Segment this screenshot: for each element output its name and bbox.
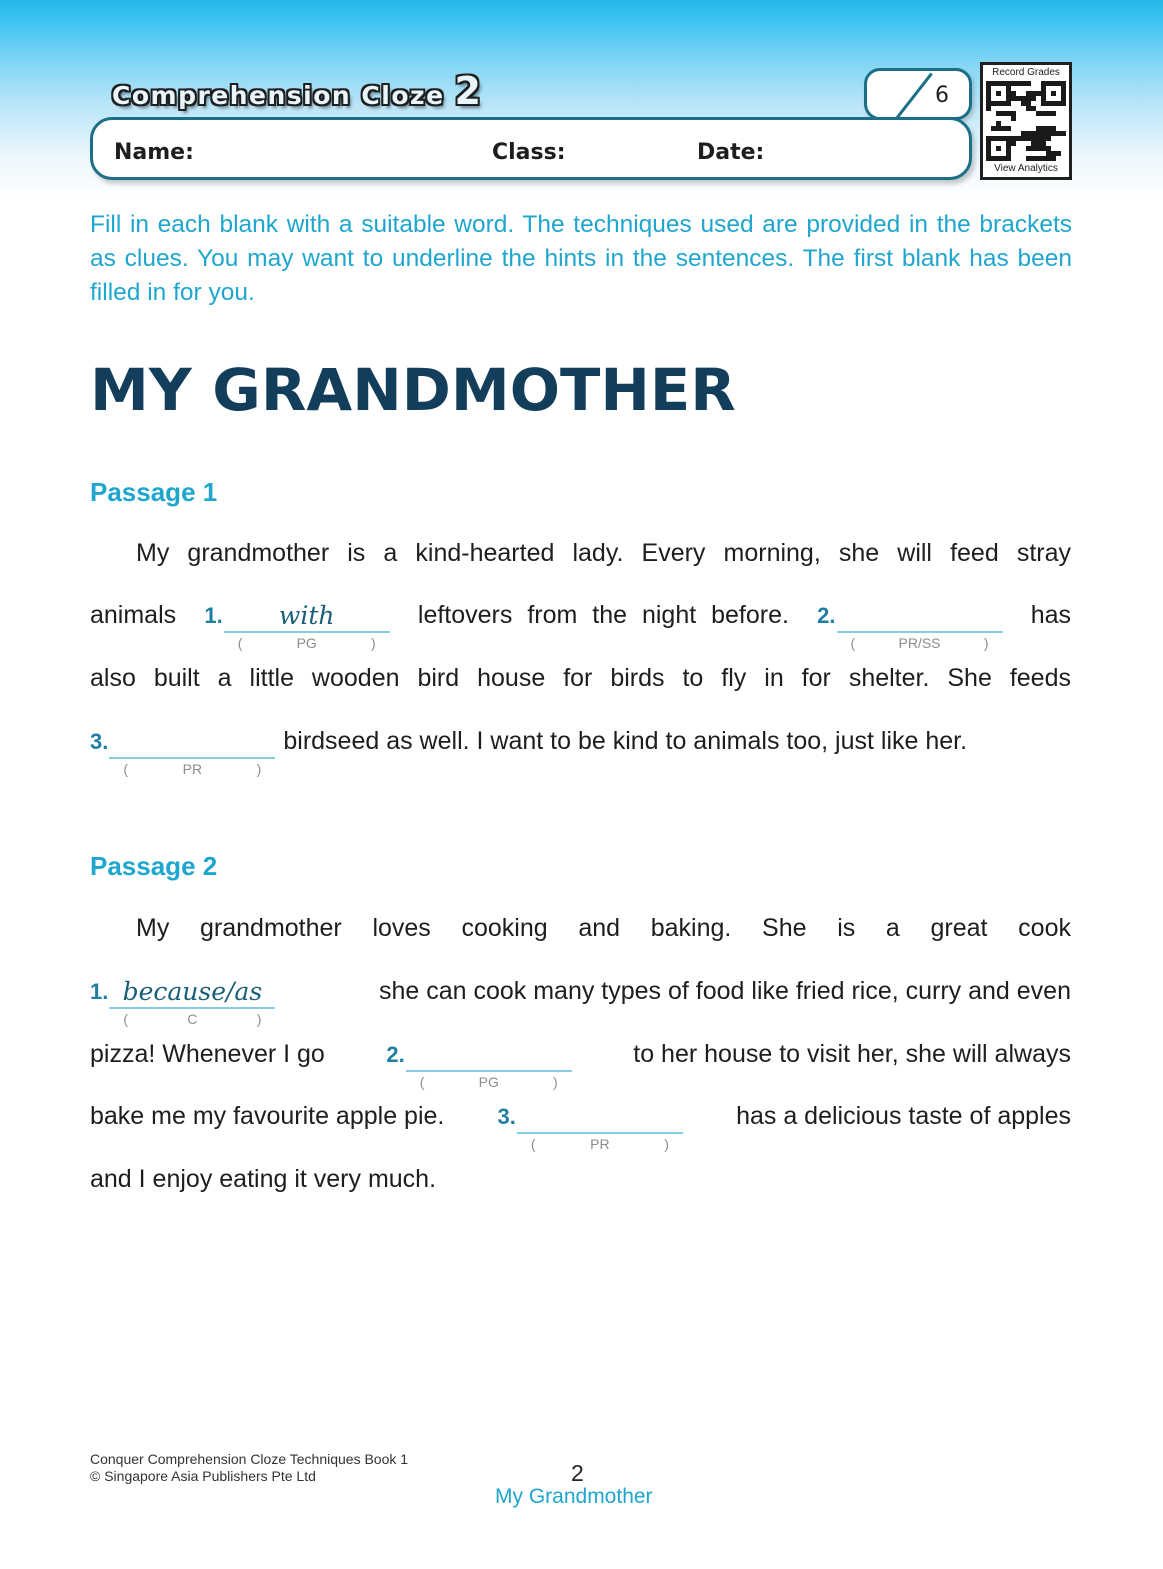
passage-text: leftovers from the night before. [417, 601, 789, 629]
footer-copyright: © Singapore Asia Publishers Pte Ltd [90, 1468, 316, 1484]
score-box[interactable] [864, 68, 972, 120]
passage-text: to her house to visit her, she will always [633, 1040, 1071, 1068]
footer-page-title: My Grandmother [495, 1485, 653, 1508]
passage-text: My grandmother loves cooking and baking. She is a great cook [136, 914, 1071, 942]
blank-answer: because/as [122, 977, 263, 1006]
qr-bottom-caption: View Analytics [994, 163, 1058, 174]
footer-book-info [90, 1451, 408, 1485]
qr-code-panel[interactable] [980, 62, 1072, 180]
blank-line[interactable] [109, 975, 275, 1027]
passage-text: My grandmother is a kind-hearted lady. Every morning, she will feed stray [136, 539, 1071, 567]
blank-number: 2. [817, 603, 836, 628]
page-number: 2 [571, 1460, 584, 1486]
worksheet-title-text: Comprehension Cloze [112, 81, 445, 110]
passage-text: animals [90, 601, 177, 629]
story-title: MY GRANDMOTHER [90, 356, 736, 424]
blank-number: 3. [497, 1104, 516, 1129]
name-label: Name: [114, 140, 194, 165]
qr-code-icon [986, 81, 1066, 161]
blank-clue: ( PR ) [123, 761, 262, 777]
passage-1-blank-2[interactable] [817, 598, 1002, 651]
blank-clue: ( PG ) [419, 1074, 558, 1090]
blank-line[interactable] [109, 725, 275, 777]
passage-2-line-2 [90, 974, 1071, 1027]
blank-answer: with [278, 601, 335, 630]
date-label: Date: [697, 140, 765, 165]
passage-text: also built a little wooden bird house for birds to fly in for shelter. She feeds [90, 664, 1071, 692]
blank-clue: ( PR ) [530, 1136, 669, 1152]
blank-number: 2. [386, 1042, 405, 1067]
passage-1-blank-1[interactable] [204, 598, 389, 651]
passage-text: and I enjoy eating it very much. [90, 1165, 437, 1193]
blank-clue: ( C ) [123, 1011, 262, 1027]
passage-2-line-4 [90, 1099, 1071, 1152]
footer-book-title: Conquer Comprehension Cloze Techniques Book 1 [90, 1451, 409, 1467]
blank-line[interactable] [517, 1100, 683, 1152]
passage-1-heading: Passage 1 [90, 477, 218, 507]
passage-1-line-2 [90, 598, 1071, 651]
passage-2-blank-2[interactable] [386, 1037, 571, 1090]
passage-text: birdseed as well. I want to be kind to animals too, just like her. [283, 727, 968, 755]
blank-line[interactable] [406, 1038, 572, 1090]
passage-1-line-4 [90, 724, 1071, 777]
passage-2-blank-1[interactable] [90, 974, 275, 1027]
passage-1-line-1 [90, 536, 1071, 570]
passage-text: bake me my favourite apple pie. [90, 1102, 445, 1130]
passage-1-blank-3[interactable] [90, 724, 275, 777]
blank-number: 1. [90, 979, 109, 1004]
passage-2-line-1 [90, 911, 1071, 945]
passage-2-line-5 [90, 1162, 1071, 1196]
blank-number: 1. [204, 603, 223, 628]
blank-number: 3. [90, 729, 109, 754]
worksheet-number: 2 [454, 69, 481, 113]
score-total: 6 [935, 83, 949, 108]
score-slash-divider [892, 73, 933, 120]
passage-text: has [1030, 601, 1071, 629]
passage-text: she can cook many types of food like fried rice, curry and even [378, 977, 1071, 1005]
passage-text: pizza! Whenever I go [90, 1040, 325, 1068]
blank-line[interactable] [224, 599, 390, 651]
class-label: Class: [492, 140, 566, 165]
blank-clue: ( PR/SS ) [850, 635, 989, 651]
passage-text: has a delicious taste of apples [736, 1102, 1071, 1130]
passage-2-blank-3[interactable] [497, 1099, 683, 1152]
blank-line[interactable] [837, 599, 1003, 651]
worksheet-title [112, 66, 481, 113]
student-details-box [90, 117, 972, 180]
passage-2-heading: Passage 2 [90, 851, 218, 881]
instructions-text: Fill in each blank with a suitable word. The techniques used are provided in the brackets as clues. You may want to underline the hints in the sentences. The first blank has been filled in for you. [90, 211, 1072, 306]
passage-1-line-3 [90, 661, 1071, 695]
passage-2-line-3 [90, 1037, 1071, 1090]
blank-clue: ( PG ) [237, 635, 376, 651]
qr-top-caption: Record Grades [992, 67, 1060, 78]
